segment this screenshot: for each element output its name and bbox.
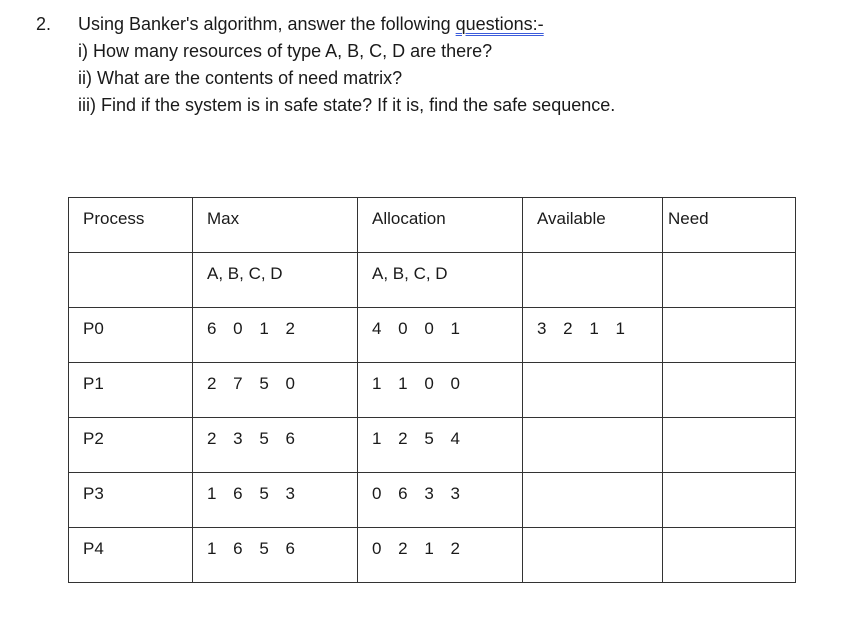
table-row [69,528,796,583]
table-row [69,308,796,363]
cell-need [663,308,796,363]
question-part-1: i) How many resources of type A, B, C, D are there? [78,41,493,61]
cell-max: 2 3 5 6 [193,418,358,473]
header-max: Max [193,198,358,253]
question-title-prefix: Using Banker's algorithm, answer the following [78,14,456,34]
table-row [69,363,796,418]
cell-allocation: 0 2 1 2 [358,528,523,583]
cell-max: 1 6 5 6 [193,528,358,583]
cell-max: 2 7 5 0 [193,363,358,418]
cell-process: P4 [69,528,193,583]
table-header-row [69,198,796,253]
cell-process: P2 [69,418,193,473]
cell-available [523,363,663,418]
cell-allocation: 1 2 5 4 [358,418,523,473]
cell-allocation: 4 0 0 1 [358,308,523,363]
table-subheader-row [69,253,796,308]
cell-max: 1 6 5 3 [193,473,358,528]
table-row [69,473,796,528]
question-part-3: iii) Find if the system is in safe state? If it is, find the safe sequence. [78,95,616,115]
cell-available [523,528,663,583]
cell-available: 3 2 1 1 [523,308,663,363]
header-need: Need [663,198,796,253]
cell-need [663,528,796,583]
cell-allocation: 1 1 0 0 [358,363,523,418]
subheader-process [69,253,193,308]
subheader-allocation: A, B, C, D [358,253,523,308]
cell-allocation: 0 6 3 3 [358,473,523,528]
bankers-table [68,197,796,583]
subheader-need [663,253,796,308]
question-title [78,14,544,35]
cell-need [663,363,796,418]
subheader-available [523,253,663,308]
cell-need [663,473,796,528]
cell-max: 6 0 1 2 [193,308,358,363]
question-part-2: ii) What are the contents of need matrix? [78,68,403,88]
table-row [69,418,796,473]
header-allocation: Allocation [358,198,523,253]
cell-process: P3 [69,473,193,528]
cell-process: P1 [69,363,193,418]
cell-available [523,473,663,528]
question-number: 2. [36,14,52,34]
cell-process: P0 [69,308,193,363]
cell-available [523,418,663,473]
question-title-suffix: questions:- [455,14,544,34]
cell-need [663,418,796,473]
header-available: Available [523,198,663,253]
subheader-max: A, B, C, D [193,253,358,308]
header-process: Process [69,198,193,253]
